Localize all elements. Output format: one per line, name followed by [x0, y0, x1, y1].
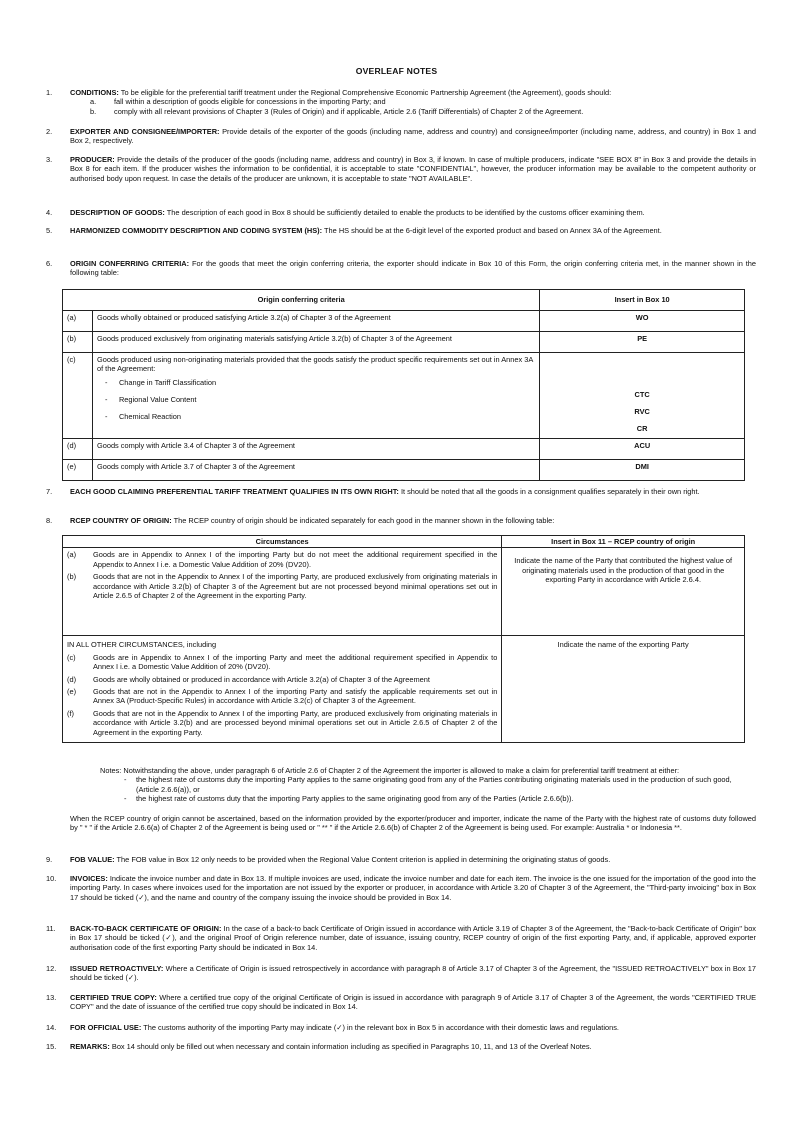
criterion-subitem — [105, 378, 535, 395]
row-label: (e) — [67, 686, 77, 696]
criterion-subitem — [105, 412, 535, 424]
row-text: Goods comply with Article 3.7 of Chapter 3 of the Agreement — [92, 460, 539, 481]
note-heading: FOR OFFICIAL USE: — [70, 1023, 142, 1032]
note-number: 9. — [46, 855, 53, 864]
row-text: Goods are wholly obtained or produced in accordance with Article 3.2(a) of Chapter 3 of the Agreement — [93, 674, 430, 684]
row-code: CR — [636, 424, 648, 433]
rcep-origin-table — [62, 535, 745, 743]
note-item-5 — [46, 226, 756, 235]
table-header: Circumstances — [63, 536, 502, 548]
note-heading: CONDITIONS: — [70, 88, 119, 97]
table-row — [63, 439, 745, 460]
note-number: 13. — [46, 993, 57, 1002]
note-text: Provide details of the exporter of the goods (including name, address and country) and consignee/importer (including name, address, and country) in Box 1 and Box 2, respectively. — [70, 127, 756, 146]
note-number: 8. — [46, 516, 53, 525]
circumstance-item — [67, 572, 497, 600]
circumstance-item — [67, 675, 497, 684]
note-heading: HARMONIZED COMMODITY DESCRIPTION AND CODING SYSTEM (HS): — [70, 226, 323, 235]
subitem-text: Chemical Reaction — [118, 411, 181, 421]
circumstance-item — [67, 550, 497, 569]
note-number: 14. — [46, 1023, 57, 1032]
note-number: 12. — [46, 964, 57, 973]
note-text: For the goods that meet the origin conferring criteria, the exporter should indicate in Box 10 of this Form, the origin conferring criteria met, in the manner shown in the following table: — [70, 259, 756, 278]
note-heading: INVOICES: — [70, 874, 108, 883]
note-text: Provide the details of the producer of the goods (including name, address and country) in Box 3, if known. In case of multiple producers, indicate "SEE BOX 8" in Box 3 and provide the details in Box 8 for each item. If the producer wishes the information to be confidential, it is acceptable to state "CONFIDENTIAL", however, the producer information may be available to the competent authority or authorised body upon request. In case the details of the producer are unknown, it is acceptable to state "NOT AVAILABLE". — [70, 155, 756, 183]
note-heading: PRODUCER: — [70, 155, 115, 164]
subitem-text: comply with all relevant provisions of Chapter 3 (Rules of Origin) and if applicable, Article 2.6 (Tariff Differentials) of Chapter 2 of the Agreement. — [114, 106, 584, 116]
note-heading: ISSUED RETROACTIVELY: — [70, 964, 164, 973]
table-row — [63, 353, 745, 439]
circumstance-item — [67, 709, 497, 737]
insert-instruction: Indicate the name of the Party that contributed the highest value of originating materials used in the production of that good in the exporting Party in accordance with Article 2.6.4. — [502, 548, 745, 636]
subitem-text: fall within a description of goods eligible for concessions in the importing Party; and — [114, 97, 386, 107]
note-item-12 — [46, 964, 756, 983]
row-code: DMI — [540, 460, 745, 481]
note-heading: DESCRIPTION OF GOODS: — [70, 208, 165, 217]
page-title: OVERLEAF NOTES — [355, 66, 438, 76]
note-text: Box 14 should only be filled out when necessary and contain information including as specified in Paragraphs 10, 11, and 13 of the Overleaf Notes. — [111, 1042, 592, 1051]
note-text: The HS should be at the 6-digit level of the exported product and based on Annex 3A of the Agreement. — [324, 226, 662, 235]
note-number: 1. — [46, 88, 53, 97]
row-text: Goods that are not in the Appendix to Annex I of the importing Party, are produced exclusively from originating materials in accordance with Article 3.2(b) of Chapter 3 of the Agreement but are not processed beyond minimal operations set out in Article 2.6.5 of Chapter 2 of the Agreement in the exporting Party. — [93, 572, 498, 600]
notes-intro: Notes: Notwithstanding the above, under paragraph 6 of Article 2.6 of Chapter 2 of the Agreement the importer is allowed to make a claim for preferential tariff treatment at either: — [100, 766, 680, 775]
dash: - — [104, 377, 108, 387]
subitem-label: a. — [90, 97, 97, 107]
note-item-7 — [46, 487, 756, 496]
dash: - — [104, 411, 108, 421]
row-code: ACU — [540, 439, 745, 460]
note-item-2 — [46, 127, 756, 146]
row-label: (e) — [63, 460, 93, 481]
row-code: RVC — [634, 407, 650, 416]
row-code: CTC — [634, 390, 650, 399]
note-item-1 — [46, 88, 756, 116]
row-code: WO — [540, 311, 745, 332]
row-text: Goods are in Appendix to Annex I of the importing Party and meet the additional requirement specified in Appendix to Annex I i.e. a Domestic Value Addition of 20% (DV20). — [93, 652, 498, 672]
note-number: 3. — [46, 155, 53, 164]
note-item-11 — [46, 924, 756, 952]
row-text: Goods are in Appendix to Annex I of the importing Party but do not meet the additional requirement specified in the Appendix to Annex I i.e. a Domestic Value Addition of 20% (DV20). — [93, 550, 498, 569]
subitem-text: Regional Value Content — [118, 394, 197, 404]
note-text: In the case of a back-to back Certificate of Origin issued in accordance with Article 3.19 of Chapter 3 of the Agreement, the "Back-to-back Certificate of Origin" box in Box 17 should be ticked (✓), and the original Proof of Origin reference number, date of issuance, issuing country, RCEP country of origin of the first exporting Party, and, if applicable, approved exporter authorisation code of the first exporting Party should be indicated in Box 14. — [70, 924, 756, 952]
subitem-label: b. — [90, 106, 97, 116]
row-label: (d) — [67, 674, 77, 684]
table-row — [63, 311, 745, 332]
note-heading: FOB VALUE: — [70, 855, 115, 864]
rcep-unascertained-paragraph: When the RCEP country of origin cannot be ascertained, based on the information provided by the exporter/producer and importer, indicate the name of the Party with the highest rate of customs duty followed by " * " if the Article 2.6.6(a) of Chapter 2 of the Agreement is being used or " ** " if the Article 2.6.6(b) of Chapter 2 of the Agreement is being used. For example: Australia * or Indonesia **. — [70, 814, 756, 833]
note-number: 11. — [46, 924, 56, 933]
note-heading: EXPORTER AND CONSIGNEE/IMPORTER: — [70, 127, 220, 136]
note-text: Where a certified true copy of the original Certificate of Origin is issued in accordance with paragraph 9 of Article 3.17 of Chapter 3 of the Agreement, the words "CERTIFIED TRUE COPY" and the date of issuance of the certified true copy should be indicated in Box 14. — [70, 993, 757, 1012]
table-notes — [100, 766, 755, 804]
note-text: To be eligible for the preferential tariff treatment under the Regional Comprehensive Economic Partnership Agreement (the Agreement), goods should: — [120, 88, 612, 97]
row-label: (c) — [67, 652, 76, 662]
row-text: Goods comply with Article 3.4 of Chapter 3 of the Agreement — [92, 439, 539, 460]
row-label: (a) — [67, 550, 77, 560]
row-label: (b) — [67, 572, 77, 582]
dash: - — [104, 394, 108, 404]
row-label: (b) — [63, 332, 93, 353]
table-header: Insert in Box 11 – RCEP country of origin — [502, 536, 745, 548]
note-item-9 — [46, 855, 756, 864]
row-text: Goods wholly obtained or produced satisfying Article 3.2(a) of Chapter 3 of the Agreement — [92, 311, 539, 332]
circumstance-item — [67, 653, 497, 672]
note-heading: REMARKS: — [70, 1042, 110, 1051]
note-heading: ORIGIN CONFERRING CRITERIA: — [70, 259, 190, 268]
subitem-text: Change in Tariff Classification — [118, 377, 217, 387]
note-number: 4. — [46, 208, 53, 217]
row-label: (f) — [67, 708, 74, 718]
insert-instruction: Indicate the name of the exporting Party — [502, 636, 745, 743]
note-item-14 — [46, 1023, 756, 1032]
table-row — [63, 548, 745, 636]
note-text: The customs authority of the importing Party may indicate (✓) in the relevant box in Box 5 in accordance with their domestic laws and regulations. — [143, 1023, 619, 1032]
origin-criteria-table — [62, 289, 745, 481]
note-item-10 — [46, 874, 756, 902]
note-number: 15. — [46, 1042, 57, 1051]
note-text: Indicate the invoice number and date in Box 13. If multiple invoices are used, indicate the invoice number and date for each item. The invoice is the one issued for the importation of the good into the importing Party. In cases where invoices used for the importation are not issued by the exporter or producer, in accordance with Article 3.20 of Chapter 3 of the Agreement, the "Third-party invoicing" box in Box 17 should be ticked (✓), and the name and country of the company issuing the invoice should be provided in Box 14. — [70, 874, 756, 902]
note-number: 10. — [46, 874, 57, 883]
circumstance-item — [67, 687, 497, 706]
note-heading: EACH GOOD CLAIMING PREFERENTIAL TARIFF TREATMENT QUALIFIES IN ITS OWN RIGHT: — [70, 487, 399, 496]
row-label: (a) — [63, 311, 93, 332]
row-text: Goods that are not in the Appendix to Annex I of the importing Party, are produced exclusively from originating materials in accordance with Article 3.2(b) and are processed beyond minimal operations set out in Article 2.6.5 of Chapter 2 of the Agreement in the exporting Party. — [93, 708, 498, 737]
note-heading: RCEP COUNTRY OF ORIGIN: — [70, 516, 172, 525]
note-text: The FOB value in Box 12 only needs to be provided when the Regional Value Content criterion is applied in determining the originating status of goods. — [116, 855, 611, 864]
table-row — [63, 636, 745, 743]
note-text: The description of each good in Box 8 should be sufficiently detailed to enable the products to be identified by the customs officer examining them. — [166, 208, 645, 217]
note-item-4 — [46, 208, 756, 217]
note-text: It should be noted that all the goods in a consignment qualifies separately in their own right. — [400, 487, 700, 496]
table-header: Insert in Box 10 — [540, 290, 745, 311]
table-row — [63, 332, 745, 353]
note-item-8 — [46, 516, 756, 525]
notes-bullet: - the highest rate of customs duty that the importing Party applies to the same originating good from any of the Parties (Article 2.6.6(b)). — [124, 794, 574, 804]
note-text: Where a Certificate of Origin is issued retrospectively in accordance with paragraph 8 of Article 3.17 of Chapter 3 of the Agreement, the "ISSUED RETROACTIVELY" box in Box 17 should be ticked (✓). — [70, 964, 756, 983]
note-number: 2. — [46, 127, 53, 136]
table-row — [63, 460, 745, 481]
criterion-subitem — [105, 395, 535, 412]
row-text: Goods produced using non-originating materials provided that the goods satisfy the product specific requirements set out in Annex 3A of the Agreement: — [96, 355, 533, 374]
table-header: Origin conferring criteria — [63, 290, 540, 311]
row-text: Goods produced exclusively from originating materials satisfying Article 3.2(b) of Chapter 3 of the Agreement — [92, 332, 539, 353]
note-subitem — [90, 97, 756, 106]
bullet-text: the highest rate of customs duty the importing Party applies to the same originating good from any of the Parties contributing originating materials used in the production of such good, (Article 2.6.6(a)), or — [136, 775, 732, 794]
note-number: 7. — [46, 487, 53, 496]
bullet-text: the highest rate of customs duty that the importing Party applies to the same originating good from any of the Parties (Article 2.6.6(b)). — [136, 794, 574, 804]
note-heading: CERTIFIED TRUE COPY: — [70, 993, 157, 1002]
notes-bullet: - the highest rate of customs duty the importing Party applies to the same originating good from any of the Parties contributing originating materials used in the production of such good, (Article 2.6.6(a)), or — [124, 775, 755, 794]
row-text: Goods that are not in the Appendix to Annex I of the importing Party and satisfy the applicable requirements set out in Annex 3A (Product-Specific Rules) in accordance with Article 3.2(c) of Chapter 3 of the Agreement. — [93, 686, 498, 706]
note-item-3 — [46, 155, 756, 183]
row-code: PE — [540, 332, 745, 353]
note-text: The RCEP country of origin should be indicated separately for each good in the manner shown in the following table: — [173, 516, 555, 525]
note-item-13 — [46, 993, 756, 1012]
note-number: 6. — [46, 259, 53, 268]
note-item-6 — [46, 259, 756, 278]
note-subitem — [90, 107, 756, 116]
note-heading: BACK-TO-BACK CERTIFICATE OF ORIGIN: — [70, 924, 222, 933]
note-item-15 — [46, 1042, 756, 1051]
group-intro: IN ALL OTHER CIRCUMSTANCES, including — [67, 640, 217, 650]
row-label: (c) — [63, 353, 93, 439]
note-number: 5. — [46, 226, 53, 235]
row-label: (d) — [63, 439, 93, 460]
